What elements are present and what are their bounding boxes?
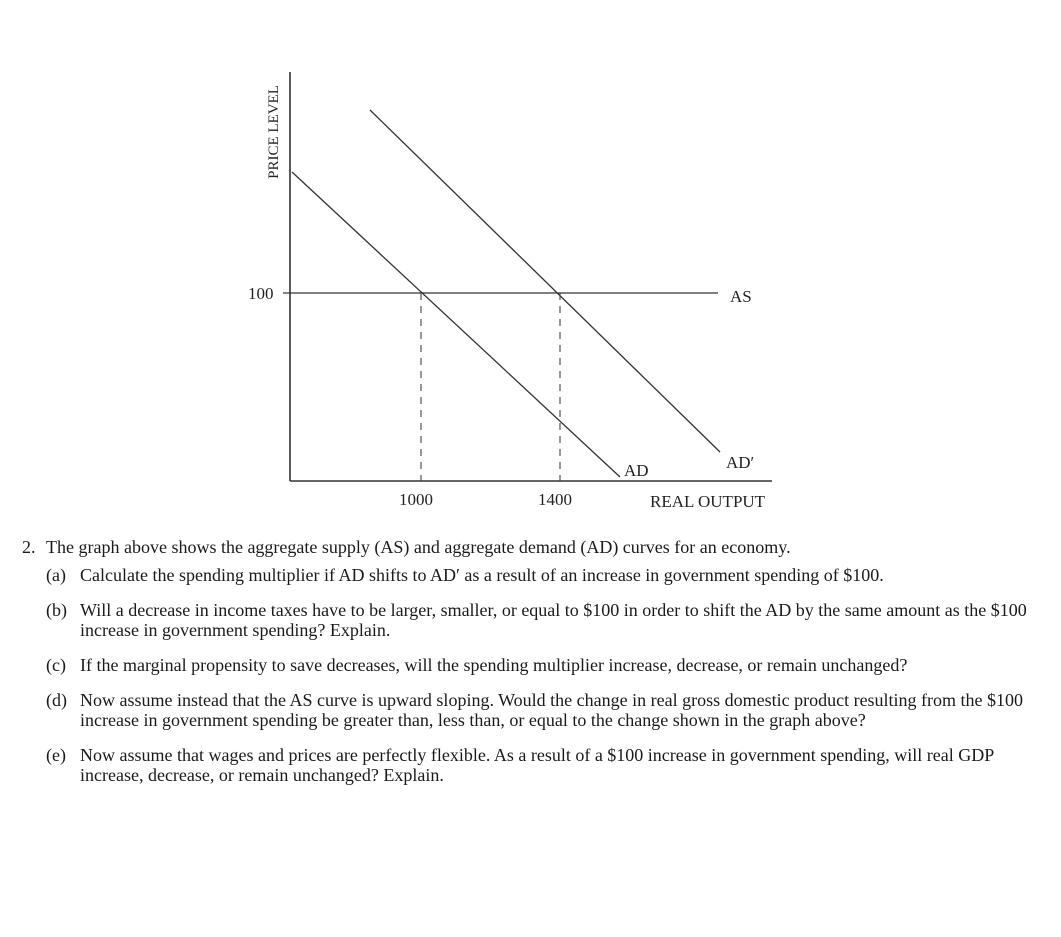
- question-stem: [22, 537, 1042, 557]
- question-part-e: [46, 745, 1042, 785]
- question-part-a: [46, 565, 1042, 585]
- part-letter: (d): [46, 690, 67, 710]
- part-text: If the marginal propensity to save decreases, will the spending multiplier increase, decrease, or remain unchanged?: [80, 655, 908, 675]
- part-text: Will a decrease in income taxes have to be larger, smaller, or equal to $100 in order to shift the AD by the same amount as the $100 increase in government spending? Explain.: [80, 600, 1027, 640]
- part-letter: (c): [46, 655, 66, 675]
- ad-curve-label: AD: [624, 461, 649, 480]
- ad-prime-curve-label: AD′: [726, 453, 755, 472]
- question-2: [22, 537, 1042, 800]
- x-tick-label-1400: 1400: [538, 490, 572, 509]
- question-part-c: [46, 655, 1042, 675]
- part-letter: (e): [46, 745, 66, 765]
- question-number: 2.: [22, 537, 36, 557]
- part-text: Now assume instead that the AS curve is upward sloping. Would the change in real gross domestic product resulting from the $100 increase in government spending be greater than, less than, or equal to the change shown in the graph above?: [80, 690, 1024, 730]
- question-part-d: [46, 690, 1042, 730]
- part-letter: (b): [46, 600, 67, 620]
- y-tick-label-100: 100: [248, 284, 274, 303]
- x-tick-label-1000: 1000: [399, 490, 433, 509]
- ad-line: [292, 172, 620, 477]
- question-part-b: [46, 600, 1042, 640]
- question-stem-text: The graph above shows the aggregate supply (AS) and aggregate demand (AD) curves for an economy.: [46, 537, 791, 557]
- question-parts: [46, 565, 1042, 785]
- y-axis-title: PRICE LEVEL: [266, 85, 282, 179]
- as-curve-label: AS: [730, 287, 752, 306]
- part-text: Now assume that wages and prices are perfectly flexible. As a result of a $100 increase in government spending, will real GDP increase, decrease, or remain unchanged? Explain.: [80, 745, 994, 785]
- part-letter: (a): [46, 565, 66, 585]
- part-text: Calculate the spending multiplier if AD shifts to AD′ as a result of an increase in government spending of $100.: [80, 565, 884, 585]
- x-axis-title: REAL OUTPUT: [650, 492, 766, 511]
- ad-prime-line: [370, 110, 720, 452]
